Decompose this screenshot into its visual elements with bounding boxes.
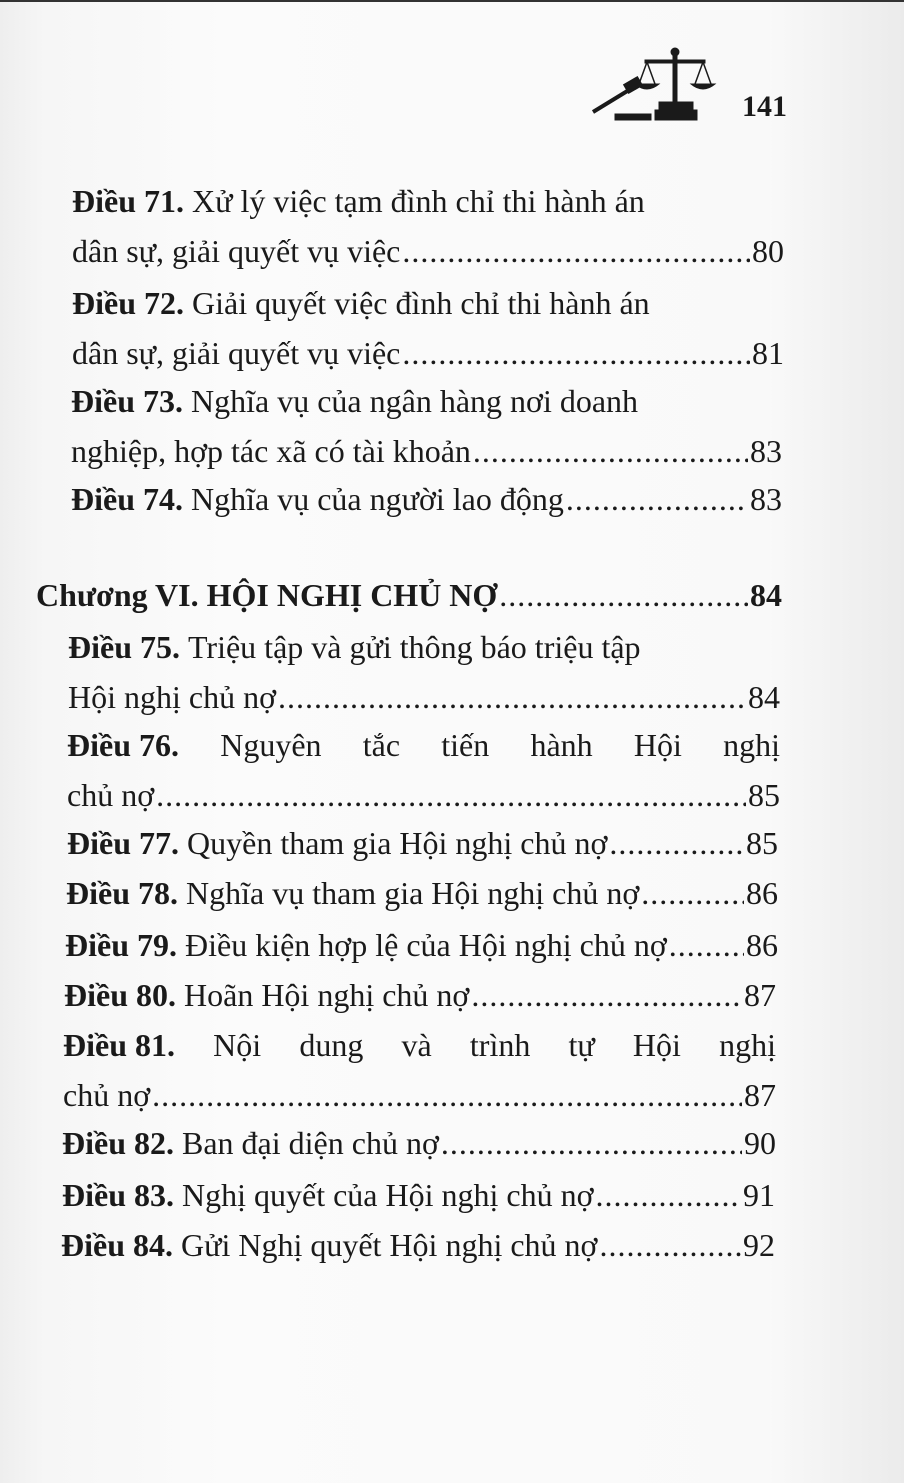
toc-line [67, 770, 780, 820]
toc-title: Hoãn Hội nghị chủ nợ [176, 977, 470, 1013]
leader-dots [641, 868, 744, 918]
toc-chapter [36, 570, 782, 620]
article-label: Điều 81. [63, 1027, 175, 1063]
leader-dots [402, 226, 750, 276]
leader-dots [596, 1170, 741, 1220]
toc-word: Hội [633, 727, 682, 763]
toc-title: Hội nghị chủ nợ [68, 679, 277, 715]
toc-page-number: 81 [752, 335, 784, 371]
toc-line [72, 278, 784, 328]
toc-title: Quyền tham gia Hội nghị chủ nợ [179, 825, 608, 861]
toc-page-number: 83 [750, 481, 782, 517]
toc-line [63, 1020, 776, 1070]
toc-line [64, 970, 776, 1020]
leader-dots [609, 818, 744, 868]
toc-entry [62, 1170, 775, 1220]
article-label: Điều 75. [68, 629, 180, 665]
toc-line [71, 474, 782, 524]
toc-line [72, 328, 784, 378]
toc-line [72, 226, 784, 276]
scales-of-justice-gavel-icon [585, 44, 725, 124]
toc-entry [71, 474, 782, 524]
leader-dots [152, 1070, 742, 1120]
toc-page-number: 85 [746, 825, 778, 861]
article-label: Điều 78. [66, 875, 178, 911]
leader-dots [499, 570, 748, 620]
toc-title: Ban đại diện chủ nợ [174, 1125, 439, 1161]
toc-entry [64, 970, 776, 1020]
toc-title: HỘI NGHỊ CHỦ NỢ [198, 577, 498, 613]
toc-word: trình [469, 1027, 531, 1063]
chapter-label: Chương VI. [36, 577, 199, 613]
toc-line [63, 1070, 776, 1120]
toc-page-number: 85 [748, 777, 780, 813]
toc-line [68, 622, 780, 672]
leader-dots [599, 1220, 741, 1270]
leader-dots [278, 672, 746, 722]
toc-line [68, 672, 780, 722]
toc-line [72, 176, 784, 226]
toc-entry [66, 868, 778, 918]
toc-title: Nghĩa vụ của người lao động [183, 481, 564, 517]
toc-word: dung [299, 1027, 364, 1063]
toc-word: và [401, 1027, 432, 1063]
toc-page-number: 92 [743, 1227, 775, 1263]
toc-word: Hội [632, 1027, 681, 1063]
article-label: Điều 79. [65, 927, 177, 963]
article-label: Điều 77. [67, 825, 179, 861]
article-label: Điều 82. [62, 1125, 174, 1161]
leader-dots [566, 474, 748, 524]
toc-page-number: 87 [744, 977, 776, 1013]
toc-page-number: 86 [746, 927, 778, 963]
toc-title: Điều kiện hợp lệ của Hội nghị chủ nợ [177, 927, 667, 963]
toc-title: Nghĩa vụ tham gia Hội nghị chủ nợ [178, 875, 640, 911]
toc-entry [63, 1020, 776, 1120]
toc-line [62, 1118, 776, 1168]
toc-word: Nội [213, 1027, 262, 1063]
toc-title: Nghị quyết của Hội nghị chủ nợ [174, 1177, 594, 1213]
toc-line [71, 376, 782, 426]
toc-page-number: 86 [746, 875, 778, 911]
article-label: Điều 74. [71, 481, 183, 517]
toc-title: Xử lý việc tạm đình chỉ thi hành án [184, 183, 645, 219]
article-label: Điều 71. [72, 183, 184, 219]
toc-page-number: 90 [744, 1125, 776, 1161]
toc-title: chủ nợ [63, 1077, 151, 1113]
toc-entry [72, 176, 784, 276]
toc-title: Nghĩa vụ của ngân hàng nơi doanh [183, 383, 639, 419]
toc-title: Gửi Nghị quyết Hội nghị chủ nợ [173, 1227, 598, 1263]
leader-dots [669, 920, 744, 970]
toc-title: Triệu tập và gửi thông báo triệu tập [180, 629, 641, 665]
toc-title: Giải quyết việc đình chỉ thi hành án [184, 285, 650, 321]
toc-title: dân sự, giải quyết vụ việc [72, 233, 401, 269]
toc-entry [71, 376, 782, 476]
article-label: Điều 80. [64, 977, 176, 1013]
toc-entry [72, 278, 784, 378]
toc-word: nghị [719, 1027, 776, 1063]
toc-page-number: 84 [750, 577, 782, 613]
article-label: Điều 72. [72, 285, 184, 321]
article-label: Điều 76. [67, 727, 179, 763]
toc-title: nghiệp, hợp tác xã có tài khoản [71, 433, 471, 469]
toc-word: Nguyên [220, 727, 322, 763]
toc-line [65, 920, 778, 970]
article-label: Điều 84. [61, 1227, 173, 1263]
article-label: Điều 83. [62, 1177, 174, 1213]
toc-word: tự [568, 1027, 595, 1063]
toc-word: tắc [362, 727, 401, 763]
toc-page-number: 80 [752, 233, 784, 269]
toc-line [67, 720, 780, 770]
toc-page-number: 84 [748, 679, 780, 715]
toc-page-number: 91 [743, 1177, 775, 1213]
leader-dots [441, 1118, 742, 1168]
leader-dots [156, 770, 746, 820]
toc-entry [67, 720, 780, 820]
toc-page-number: 83 [750, 433, 782, 469]
toc-title: chủ nợ [67, 777, 155, 813]
toc-entry [61, 1220, 775, 1270]
toc-word: hành [530, 727, 593, 763]
toc-page-number: 87 [744, 1077, 776, 1113]
toc-line [66, 868, 778, 918]
toc-entry [62, 1118, 776, 1168]
toc-line [71, 426, 782, 476]
toc-word: tiến [441, 727, 490, 763]
leader-dots [471, 970, 742, 1020]
toc-entry [65, 920, 778, 970]
top-edge-rule [0, 0, 904, 2]
toc-line [36, 570, 782, 620]
toc-line [67, 818, 778, 868]
toc-title: dân sự, giải quyết vụ việc [72, 335, 401, 371]
toc-entry [67, 818, 778, 868]
toc-entry [68, 622, 780, 722]
toc-line [61, 1220, 775, 1270]
toc-word: nghị [723, 727, 780, 763]
toc-line [62, 1170, 775, 1220]
article-label: Điều 73. [71, 383, 183, 419]
leader-dots [402, 328, 750, 378]
leader-dots [473, 426, 748, 476]
page-number: 141 [742, 90, 787, 123]
